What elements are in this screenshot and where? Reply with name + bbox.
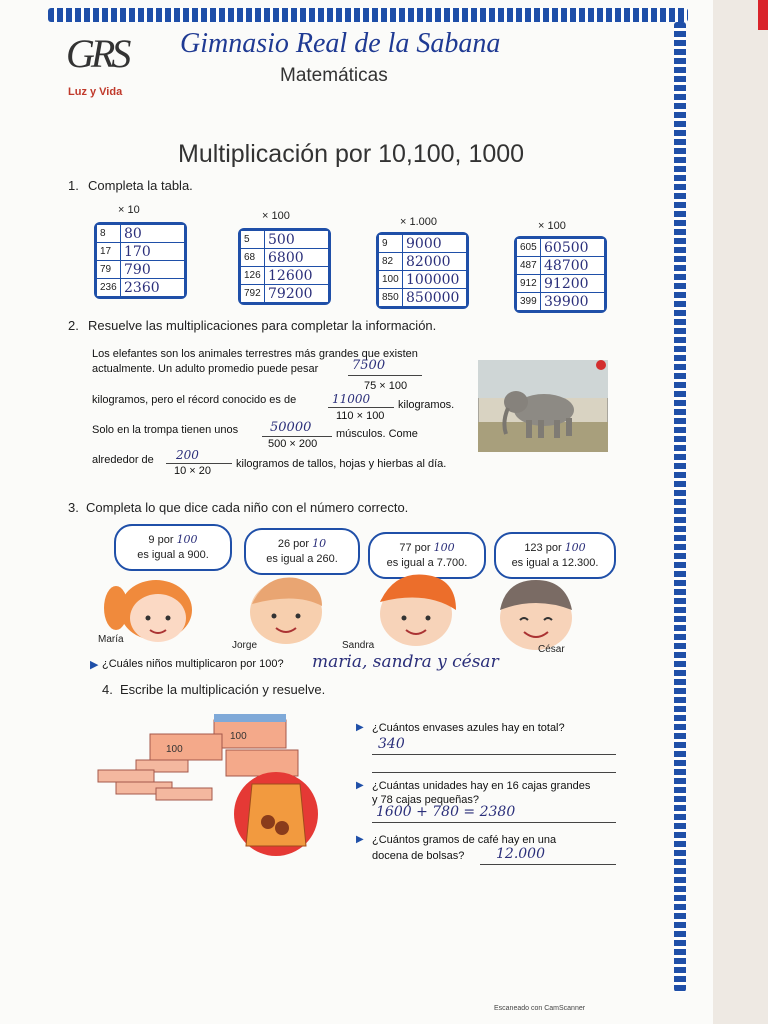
table-times-1000: [376, 232, 469, 309]
answer-cell: 82000: [403, 253, 467, 271]
elephant-text-line2: actualmente. Un adulto promedio puede pesar: [92, 363, 319, 375]
elephant-text-line4: Solo en la trompa tienen unos: [92, 424, 239, 436]
jorge-face: [250, 578, 322, 644]
table-cell: 487: [517, 257, 541, 275]
answer-record: 11000: [332, 392, 371, 406]
sandra-face: [380, 574, 456, 646]
school-motto: Luz y Vida: [68, 86, 123, 98]
table-times-10: [94, 222, 187, 299]
section1-label: 1.: [68, 178, 79, 193]
answer-cell: 9000: [403, 235, 467, 253]
bubble-text: 123 por: [524, 542, 562, 554]
bubble-text: es igual a 260.: [266, 553, 338, 565]
table-row: [97, 261, 185, 279]
elephant-text-line1: Los elefantes son los animales terrestres más grandes que existen: [92, 348, 418, 360]
answer-1: 340: [378, 736, 405, 752]
section4-instruction: Escribe la multiplicación y resuelve.: [120, 682, 326, 697]
answer-cell: 39900: [541, 293, 605, 311]
elephant-text-line5-end: kilogramos de tallos, hojas y hierbas al día.: [236, 458, 447, 470]
bubble-answer: 100: [564, 541, 586, 554]
name-jorge: Jorge: [232, 640, 258, 651]
page-edge-mark: [758, 0, 768, 30]
cesar-face: [500, 580, 572, 650]
big-box: [214, 714, 286, 748]
speech-bubble-maria: [114, 524, 232, 571]
operation-4: 10 × 20: [174, 465, 212, 477]
bubble-text: es igual a 12.300.: [511, 557, 599, 569]
bubble-answer: 10: [312, 537, 327, 550]
answer-cell: 6800: [265, 249, 329, 267]
operation-3: 500 × 200: [268, 438, 318, 450]
answer-line: [328, 407, 394, 408]
answer-line: [372, 754, 616, 755]
answer-cell: 2360: [121, 279, 185, 297]
elephant-text-line3-end: kilogramos.: [398, 399, 455, 411]
section1-instruction: Completa la tabla.: [88, 178, 193, 193]
table-cell: 605: [517, 239, 541, 257]
section3-question: ¿Cuáles niños multiplicaron por 100?: [102, 658, 284, 670]
elephant-text-line4-end: músculos. Come: [336, 428, 418, 440]
bubble-text: es igual a 7.700.: [386, 557, 468, 569]
bullet-icon: ▶: [356, 780, 364, 791]
table-cell: 68: [241, 249, 265, 267]
table-row: [517, 293, 605, 311]
table-cell: 126: [241, 267, 265, 285]
answer-line: [166, 463, 232, 464]
boxes-and-coffee-illustration: [96, 712, 336, 862]
elephant-text-line5: alrededor de: [92, 454, 154, 466]
table-cell: 82: [379, 253, 403, 271]
big-box: [150, 734, 222, 760]
decorative-border-top: [48, 8, 688, 22]
bubble-text: 9 por: [148, 534, 174, 546]
bubble-text: 77 por: [399, 542, 431, 554]
bullet-icon: ▶: [356, 834, 364, 845]
table-cell: 9: [379, 235, 403, 253]
svg-text:100: 100: [166, 744, 183, 755]
answer-cell: 60500: [541, 239, 605, 257]
answer-cell: 100000: [403, 271, 467, 289]
bullet-icon: ▶: [356, 722, 364, 733]
table-times-100-b: [514, 236, 607, 313]
elephant-photo: [478, 360, 608, 452]
big-box: [226, 750, 298, 776]
answer-cell: 170: [121, 243, 185, 261]
table-cell: 236: [97, 279, 121, 297]
table3-header: × 1.000: [400, 216, 438, 228]
bubble-answer: 100: [176, 533, 198, 546]
name-sandra: Sandra: [342, 640, 375, 651]
table-row: [97, 279, 185, 297]
answer-cell: 500: [265, 231, 329, 249]
table-cell: 79: [97, 261, 121, 279]
section3-instruction: Completa lo que dice cada niño con el número correcto.: [86, 500, 409, 515]
answer-line: [480, 864, 616, 865]
table-cell: 912: [517, 275, 541, 293]
section2-label: 2.: [68, 318, 79, 333]
answer-3: 12.000: [496, 846, 545, 862]
question-2-line2: y 78 cajas pequeñas?: [372, 794, 480, 806]
name-cesar: César: [538, 644, 565, 655]
answer-line: [372, 772, 616, 773]
worksheet-title: Multiplicación por 10,100, 1000: [178, 140, 525, 168]
school-logo: GRS: [66, 31, 128, 76]
operation-2: 110 × 100: [336, 410, 385, 422]
table-row: [241, 231, 329, 249]
question-1: ¿Cuántos envases azules hay en total?: [372, 722, 565, 734]
table-row: [97, 225, 185, 243]
bubble-text: 26 por: [277, 538, 310, 550]
answer-weight: 7500: [352, 358, 386, 373]
table-row: [517, 239, 605, 257]
section3-label: 3.: [68, 500, 79, 515]
table-cell: 5: [241, 231, 265, 249]
small-box: [156, 788, 212, 800]
section3-answer: maria, sandra y césar: [312, 652, 499, 672]
section2-instruction: Resuelve las multiplicaciones para completar la información.: [88, 318, 437, 333]
subject-title: Matemáticas: [280, 65, 388, 86]
answer-line: [372, 822, 616, 823]
small-box: [98, 770, 154, 782]
question-2-line1: ¿Cuántas unidades hay en 16 cajas grandes: [372, 780, 591, 792]
maria-face: [104, 580, 192, 642]
name-maria: María: [98, 634, 124, 645]
table-row: [97, 243, 185, 261]
question-3-line1: ¿Cuántos gramos de café hay en una: [372, 834, 557, 846]
table-cell: 399: [517, 293, 541, 311]
answer-cell: 91200: [541, 275, 605, 293]
operation-1: 75 × 100: [364, 380, 408, 392]
question-3-line2: docena de bolsas?: [372, 850, 465, 862]
table-row: [379, 271, 467, 289]
answer-2: 1600 + 780 = 2380: [376, 804, 516, 820]
scanner-watermark: Escaneado con CamScanner: [494, 1005, 586, 1012]
svg-text:100: 100: [230, 731, 247, 742]
answer-cell: 790: [121, 261, 185, 279]
table4-header: × 100: [538, 220, 566, 232]
answer-cell: 80: [121, 225, 185, 243]
bubble-answer: 100: [433, 541, 455, 554]
elephant-text-line3: kilogramos, pero el récord conocido es de: [92, 394, 297, 406]
table-times-100-a: [238, 228, 331, 305]
answer-line: [262, 436, 332, 437]
table-cell: 17: [97, 243, 121, 261]
section4-label: 4.: [102, 682, 113, 697]
answer-cell: 850000: [403, 289, 467, 307]
table-row: [379, 235, 467, 253]
table-row: [241, 285, 329, 303]
table1-header: × 10: [118, 204, 140, 216]
school-name: Gimnasio Real de la Sabana: [180, 28, 501, 59]
table-row: [517, 275, 605, 293]
answer-muscles: 50000: [270, 420, 312, 435]
decorative-border-right: [674, 22, 686, 992]
bubble-text: es igual a 900.: [137, 549, 209, 561]
table-cell: 850: [379, 289, 403, 307]
coffee-bag: [246, 784, 306, 846]
bullet-icon: ▶: [90, 659, 99, 671]
table-row: [241, 267, 329, 285]
answer-cell: 12600: [265, 267, 329, 285]
answer-cell: 79200: [265, 285, 329, 303]
answer-cell: 48700: [541, 257, 605, 275]
table2-header: × 100: [262, 210, 290, 222]
page-edge: [713, 0, 768, 1024]
table-row: [379, 253, 467, 271]
answer-food: 200: [176, 448, 199, 462]
table-row: [517, 257, 605, 275]
table-cell: 100: [379, 271, 403, 289]
answer-line: [348, 375, 422, 376]
table-row: [379, 289, 467, 307]
table-cell: 8: [97, 225, 121, 243]
table-row: [241, 249, 329, 267]
table-cell: 792: [241, 285, 265, 303]
